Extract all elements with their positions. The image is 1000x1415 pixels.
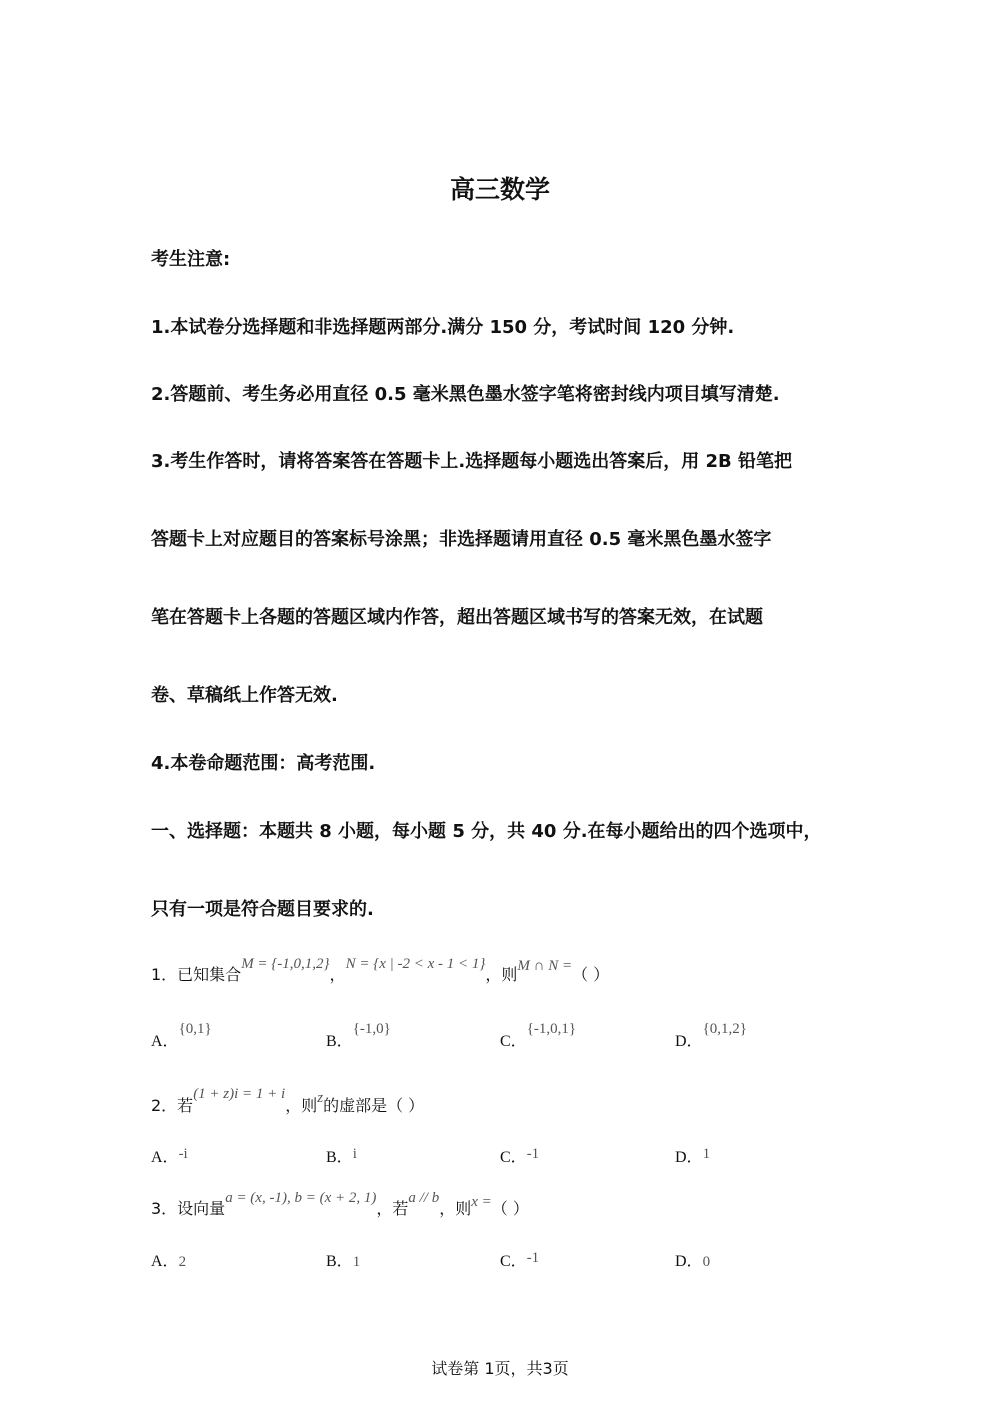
q1-option-b[interactable] [326, 1015, 391, 1050]
q3-option-c-label: C． [500, 1253, 527, 1270]
q1-option-d-label: D． [675, 1033, 703, 1050]
q3-option-d-value: 0 [702, 1254, 711, 1270]
q2-option-a[interactable] [151, 1140, 188, 1166]
q2-option-c-value: -1 [526, 1146, 540, 1162]
question-3-vectors: a = (x, -1), b = (x + 2, 1) [225, 1190, 377, 1206]
question-1-prefix: 1．已知集合 [151, 965, 242, 984]
question-3 [151, 1184, 529, 1218]
notice-line-3c: 笔在答题卡上各题的答题区域内作答，超出答题区域书写的答案无效，在试题 [151, 607, 763, 628]
notice-line-4: 4.本卷命题范围：高考范围. [151, 753, 376, 774]
notice-line-1: 1.本试卷分选择题和非选择题两部分.满分 150 分，考试时间 120 分钟. [151, 317, 735, 338]
q2-option-b[interactable] [326, 1140, 357, 1166]
q3-option-b-value: 1 [352, 1254, 361, 1270]
q2-option-a-value: -i [178, 1146, 188, 1162]
question-2-var: z [317, 1090, 324, 1106]
question-3-mid2: ，则 [439, 1199, 472, 1218]
q1-option-b-value: {-1,0} [352, 1021, 391, 1037]
q1-option-b-label: B． [326, 1033, 353, 1050]
question-3-parallel: a // b [408, 1190, 440, 1206]
question-3-mid: ，若 [376, 1199, 409, 1218]
q1-option-a-value: {0,1} [178, 1021, 212, 1037]
q2-option-d[interactable] [675, 1140, 711, 1166]
question-1-set-n: N = {x | -2 < x - 1 < 1} [345, 956, 486, 972]
q2-option-b-label: B． [326, 1149, 353, 1166]
section-heading: 一、选择题：本题共 8 小题，每小题 5 分，共 40 分.在每小题给出的四个选项中， [151, 821, 822, 842]
q1-option-d-value: {0,1,2} [702, 1021, 747, 1037]
q1-option-a-label: A． [151, 1033, 179, 1050]
question-2-equation: (1 + z)i = 1 + i [193, 1086, 286, 1102]
q3-option-d-label: D． [675, 1253, 703, 1270]
question-2 [151, 1080, 425, 1115]
q2-option-c[interactable] [500, 1140, 540, 1166]
q3-option-b-label: B． [326, 1253, 353, 1270]
q2-option-a-label: A． [151, 1149, 179, 1166]
notice-line-3a: 3.考生作答时，请将答案答在答题卡上.选择题每小题选出答案后，用 2B 铅笔把 [151, 451, 792, 472]
q3-option-d[interactable] [675, 1248, 710, 1271]
q3-option-a-value: 2 [178, 1254, 187, 1270]
question-3-x: x = [471, 1194, 492, 1210]
q2-option-d-value: 1 [702, 1146, 711, 1162]
q3-option-b[interactable] [326, 1248, 360, 1271]
question-3-suffix: （ ） [491, 1199, 529, 1218]
question-2-mid: ，则 [285, 1096, 318, 1115]
q1-option-c[interactable] [500, 1015, 577, 1050]
question-1-intersection: M ∩ N = [517, 958, 573, 974]
q3-option-c-value: -1 [526, 1250, 540, 1266]
q1-option-c-label: C． [500, 1033, 527, 1050]
question-1 [151, 950, 610, 984]
notice-line-3b: 答题卡上对应题目的答案标号涂黑；非选择题请用直径 0.5 毫米黑色墨水签字 [151, 529, 772, 550]
notice-line-2: 2.答题前、考生务必用直径 0.5 毫米黑色墨水签字笔将密封线内项目填写清楚. [151, 384, 780, 405]
question-1-sep: ， [329, 965, 346, 984]
page-footer: 试卷第 1页，共3页 [431, 1359, 569, 1378]
section-heading-cont: 只有一项是符合题目要求的. [151, 899, 374, 920]
q3-option-c[interactable] [500, 1248, 539, 1271]
q1-option-c-value: {-1,0,1} [526, 1021, 577, 1037]
notice-heading: 考生注意: [151, 249, 231, 270]
question-3-prefix: 3．设向量 [151, 1199, 226, 1218]
q3-option-a-label: A． [151, 1253, 179, 1270]
q2-option-c-label: C． [500, 1149, 527, 1166]
q3-option-a[interactable] [151, 1248, 186, 1271]
question-1-mid: ，则 [485, 965, 518, 984]
q1-option-a[interactable] [151, 1015, 212, 1050]
page-title: 高三数学 [449, 175, 550, 204]
q1-option-d[interactable] [675, 1015, 747, 1050]
question-1-suffix: （ ） [572, 965, 610, 984]
q2-option-d-label: D． [675, 1149, 703, 1166]
q2-option-b-value: i [352, 1146, 357, 1162]
question-2-prefix: 2．若 [151, 1096, 194, 1115]
question-1-set-m: M = {-1,0,1,2} [241, 956, 330, 972]
notice-line-3d: 卷、草稿纸上作答无效. [151, 685, 338, 706]
question-2-suffix: 的虚部是（ ） [323, 1096, 425, 1115]
